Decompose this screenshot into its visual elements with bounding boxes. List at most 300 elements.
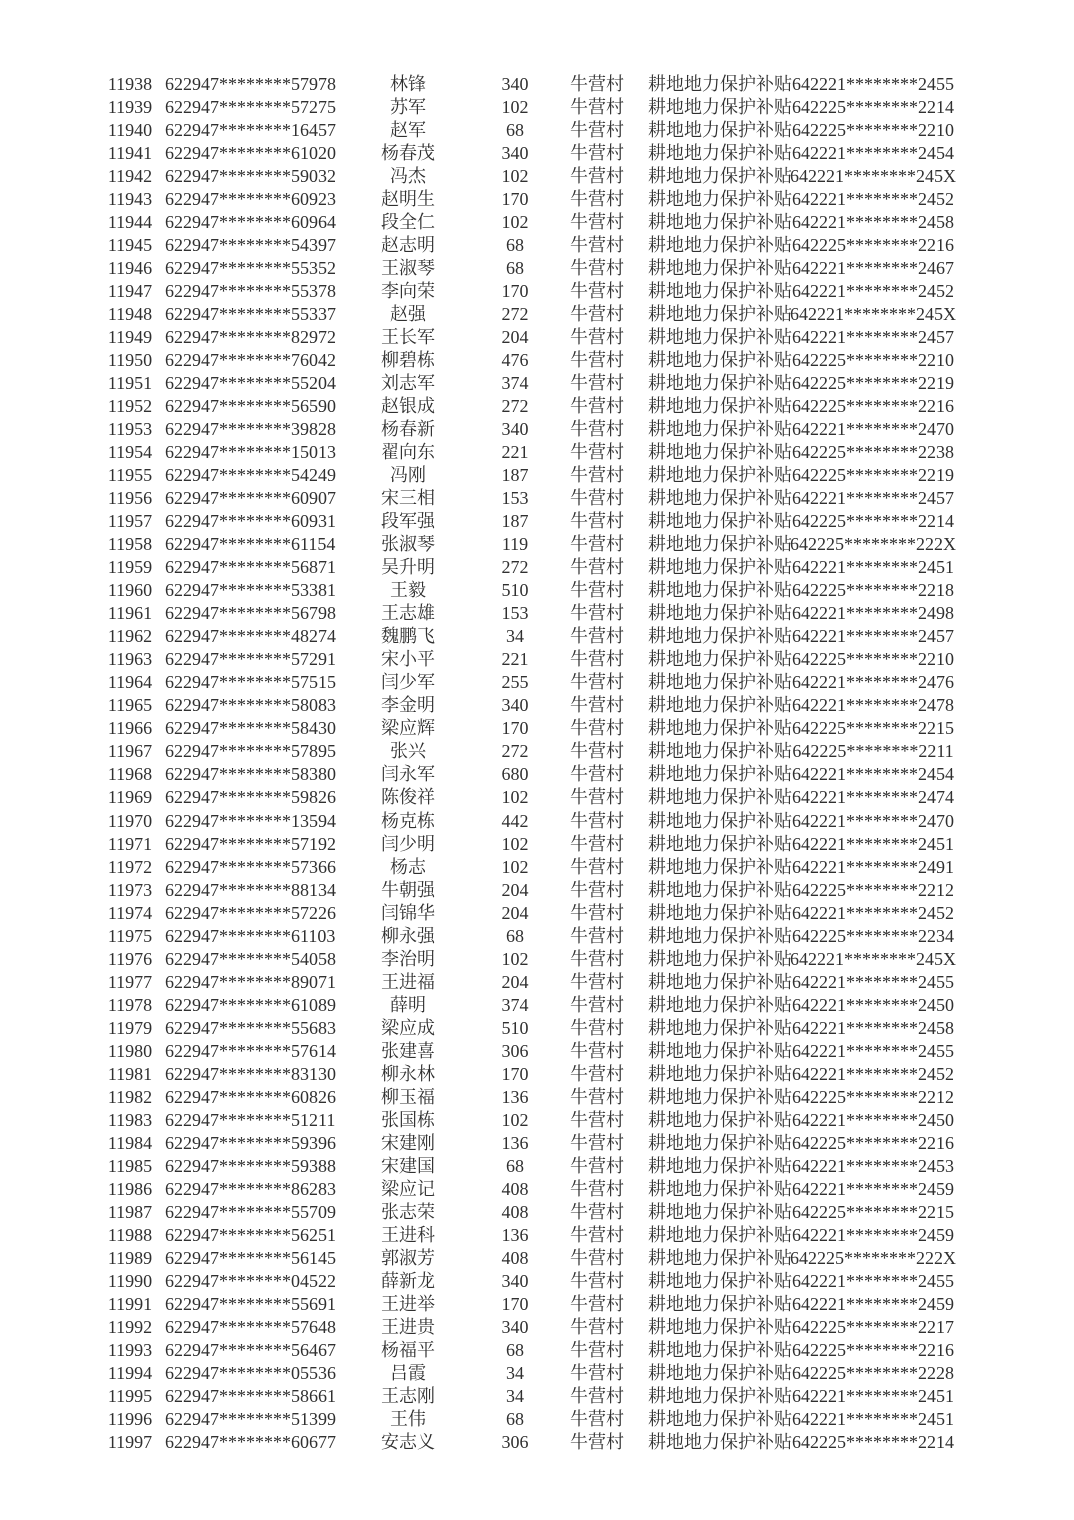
cell-account-masked: 642221********2450: [792, 1109, 954, 1130]
cell-serial: 11965: [107, 695, 153, 716]
cell-amount: 34: [506, 1385, 524, 1406]
cell-account-masked: 642221********245X: [790, 948, 956, 969]
cell-subsidy-program: 耕地地力保护补贴: [648, 373, 792, 394]
cell-amount: 340: [501, 1270, 529, 1291]
cell-subsidy-program: 耕地地力保护补贴: [648, 1247, 792, 1268]
cell-account-masked: 642221********2454: [792, 764, 954, 785]
cell-person-name: 王进科: [381, 1224, 435, 1245]
cell-account-masked: 642225********2210: [792, 649, 954, 670]
cell-serial: 11974: [107, 902, 153, 923]
cell-serial: 11939: [107, 97, 153, 118]
cell-village: 牛营村: [570, 1132, 624, 1153]
cell-account-masked: 642225********222X: [790, 1247, 956, 1268]
cell-village: 牛营村: [570, 718, 624, 739]
cell-serial: 11947: [107, 281, 153, 302]
table-row: [95, 648, 973, 671]
cell-village: 牛营村: [570, 1155, 624, 1176]
cell-id-masked: 622947********57275: [165, 97, 336, 118]
cell-village: 牛营村: [570, 1040, 624, 1061]
cell-id-masked: 622947********86283: [165, 1178, 336, 1199]
table-row: [95, 464, 973, 487]
cell-account-masked: 642225********2216: [792, 235, 954, 256]
cell-id-masked: 622947********60931: [165, 511, 336, 532]
cell-id-masked: 622947********88134: [165, 879, 336, 900]
cell-subsidy-program: 耕地地力保护补贴: [648, 1339, 792, 1360]
subsidy-table: [95, 73, 973, 1454]
cell-amount: 204: [501, 971, 529, 992]
cell-id-masked: 622947********53381: [165, 580, 336, 601]
cell-account-masked: 642221********245X: [790, 304, 956, 325]
table-row: [95, 1408, 973, 1431]
cell-subsidy-program: 耕地地力保护补贴: [648, 465, 792, 486]
cell-person-name: 王伟: [390, 1408, 426, 1429]
cell-village: 牛营村: [570, 1247, 624, 1268]
cell-serial: 11969: [107, 787, 153, 808]
cell-serial: 11964: [107, 672, 153, 693]
table-row: [95, 188, 973, 211]
cell-amount: 340: [501, 74, 529, 94]
cell-account-masked: 642221********2451: [792, 1385, 954, 1406]
cell-serial: 11942: [107, 166, 153, 187]
cell-serial: 11992: [107, 1316, 153, 1337]
cell-person-name: 王进举: [381, 1293, 435, 1314]
cell-account-masked: 642221********2451: [792, 833, 954, 854]
cell-account-masked: 642221********2457: [792, 626, 954, 647]
cell-amount: 374: [501, 994, 529, 1015]
cell-village: 牛营村: [570, 948, 624, 969]
cell-person-name: 柳玉福: [381, 1086, 435, 1107]
cell-person-name: 王志刚: [381, 1385, 435, 1406]
cell-subsidy-program: 耕地地力保护补贴: [648, 1086, 792, 1107]
cell-person-name: 赵明生: [381, 189, 435, 210]
cell-account-masked: 642225********2215: [792, 718, 954, 739]
table-row: [95, 763, 973, 786]
cell-subsidy-program: 耕地地力保护补贴: [648, 1316, 792, 1337]
table-row: [95, 1385, 973, 1408]
cell-id-masked: 622947********59032: [165, 166, 336, 187]
table-row: [95, 73, 973, 96]
cell-amount: 221: [501, 649, 529, 670]
cell-account-masked: 642221********245X: [790, 166, 956, 187]
cell-serial: 11941: [107, 143, 153, 164]
cell-person-name: 闫永军: [381, 764, 435, 785]
cell-serial: 11985: [107, 1155, 153, 1176]
cell-id-masked: 622947********55337: [165, 304, 336, 325]
cell-id-masked: 622947********59396: [165, 1132, 336, 1153]
cell-subsidy-program: 耕地地力保护补贴: [648, 626, 792, 647]
cell-account-masked: 642225********2210: [792, 120, 954, 141]
cell-subsidy-program: 耕地地力保护补贴: [648, 1109, 792, 1130]
cell-amount: 170: [501, 189, 529, 210]
cell-serial: 11973: [107, 879, 153, 900]
table-row: [95, 1339, 973, 1362]
table-row: [95, 441, 973, 464]
cell-amount: 272: [501, 396, 529, 417]
cell-amount: 170: [501, 1063, 529, 1084]
cell-id-masked: 622947********61103: [165, 925, 336, 946]
cell-village: 牛营村: [570, 1109, 624, 1130]
cell-amount: 136: [501, 1132, 529, 1153]
cell-village: 牛营村: [570, 672, 624, 693]
cell-person-name: 宋建刚: [381, 1132, 435, 1153]
cell-id-masked: 622947********57895: [165, 741, 336, 762]
table-row: [95, 326, 973, 349]
cell-account-masked: 642221********2455: [792, 1040, 954, 1061]
cell-amount: 680: [501, 764, 529, 785]
cell-person-name: 张国栋: [381, 1109, 435, 1130]
cell-id-masked: 622947********57614: [165, 1040, 336, 1061]
cell-serial: 11950: [107, 350, 153, 371]
cell-account-masked: 642221********2457: [792, 488, 954, 509]
cell-subsidy-program: 耕地地力保护补贴: [648, 350, 792, 371]
cell-subsidy-program: 耕地地力保护补贴: [648, 511, 792, 532]
cell-person-name: 赵志明: [381, 235, 435, 256]
cell-amount: 68: [506, 235, 524, 256]
cell-person-name: 张淑琴: [381, 534, 435, 555]
table-row: [95, 1362, 973, 1385]
cell-person-name: 杨春新: [381, 419, 435, 440]
table-row: [95, 280, 973, 303]
cell-subsidy-program: 耕地地力保护补贴: [648, 212, 792, 233]
cell-id-masked: 622947********58083: [165, 695, 336, 716]
table-row: [95, 948, 973, 971]
cell-amount: 510: [501, 1017, 529, 1038]
cell-village: 牛营村: [570, 1293, 624, 1314]
cell-account-masked: 642221********2478: [792, 695, 954, 716]
cell-id-masked: 622947********57366: [165, 856, 336, 877]
cell-amount: 340: [501, 695, 529, 716]
cell-amount: 170: [501, 281, 529, 302]
cell-subsidy-program: 耕地地力保护补贴: [648, 258, 792, 279]
cell-id-masked: 622947********54397: [165, 235, 336, 256]
cell-id-masked: 622947********61020: [165, 143, 336, 164]
cell-village: 牛营村: [570, 189, 624, 210]
cell-id-masked: 622947********56251: [165, 1224, 336, 1245]
cell-id-masked: 622947********55683: [165, 1017, 336, 1038]
cell-subsidy-program: 耕地地力保护补贴: [648, 442, 792, 463]
cell-person-name: 柳永林: [381, 1063, 435, 1084]
cell-subsidy-program: 耕地地力保护补贴: [648, 764, 792, 785]
cell-subsidy-program: 耕地地力保护补贴: [648, 1040, 792, 1061]
cell-person-name: 魏鹏飞: [381, 626, 435, 647]
cell-subsidy-program: 耕地地力保护补贴: [648, 534, 792, 555]
cell-account-masked: 642225********2216: [792, 1339, 954, 1360]
cell-serial: 11982: [107, 1086, 153, 1107]
table-row: [95, 395, 973, 418]
table-row: [95, 1155, 973, 1178]
cell-village: 牛营村: [570, 1316, 624, 1337]
table-row: [95, 165, 973, 188]
table-row: [95, 234, 973, 257]
cell-village: 牛营村: [570, 994, 624, 1015]
cell-subsidy-program: 耕地地力保护补贴: [648, 327, 792, 348]
table-row: [95, 856, 973, 879]
cell-account-masked: 642221********2458: [792, 212, 954, 233]
cell-amount: 153: [501, 603, 529, 624]
cell-amount: 442: [501, 810, 529, 831]
cell-person-name: 李向荣: [381, 281, 435, 302]
cell-person-name: 王长军: [381, 327, 435, 348]
cell-serial: 11967: [107, 741, 153, 762]
cell-serial: 11968: [107, 764, 153, 785]
table-row: [95, 1063, 973, 1086]
cell-account-masked: 642221********2452: [792, 902, 954, 923]
cell-serial: 11966: [107, 718, 153, 739]
cell-subsidy-program: 耕地地力保护补贴: [648, 1270, 792, 1291]
table-row: [95, 1178, 973, 1201]
cell-village: 牛营村: [570, 465, 624, 486]
cell-subsidy-program: 耕地地力保护补贴: [648, 833, 792, 854]
cell-subsidy-program: 耕地地力保护补贴: [648, 396, 792, 417]
cell-amount: 34: [506, 1362, 524, 1383]
cell-account-masked: 642225********2214: [792, 97, 954, 118]
cell-amount: 272: [501, 557, 529, 578]
cell-village: 牛营村: [570, 166, 624, 187]
table-row: [95, 510, 973, 533]
cell-subsidy-program: 耕地地力保护补贴: [648, 787, 792, 808]
cell-id-masked: 622947********60923: [165, 189, 336, 210]
cell-amount: 510: [501, 580, 529, 601]
cell-subsidy-program: 耕地地力保护补贴: [648, 1385, 792, 1406]
cell-amount: 102: [501, 948, 529, 969]
cell-serial: 11953: [107, 419, 153, 440]
cell-village: 牛营村: [570, 626, 624, 647]
table-row: [95, 1316, 973, 1339]
cell-person-name: 段全仁: [381, 212, 435, 233]
cell-serial: 11970: [107, 810, 153, 831]
cell-subsidy-program: 耕地地力保护补贴: [648, 1201, 792, 1222]
table-row: [95, 211, 973, 234]
table-row: [95, 994, 973, 1017]
cell-village: 牛营村: [570, 143, 624, 164]
cell-village: 牛营村: [570, 1017, 624, 1038]
cell-serial: 11990: [107, 1270, 153, 1291]
cell-village: 牛营村: [570, 741, 624, 762]
cell-id-masked: 622947********57978: [165, 74, 336, 94]
cell-amount: 221: [501, 442, 529, 463]
cell-serial: 11944: [107, 212, 153, 233]
cell-subsidy-program: 耕地地力保护补贴: [648, 1155, 792, 1176]
cell-village: 牛营村: [570, 1178, 624, 1199]
cell-amount: 408: [501, 1201, 529, 1222]
table-row: [95, 96, 973, 119]
cell-person-name: 张志荣: [381, 1201, 435, 1222]
cell-person-name: 安志义: [381, 1431, 435, 1452]
cell-serial: 11984: [107, 1132, 153, 1153]
cell-person-name: 柳永强: [381, 925, 435, 946]
cell-person-name: 王进福: [381, 971, 435, 992]
cell-village: 牛营村: [570, 1408, 624, 1429]
cell-subsidy-program: 耕地地力保护补贴: [648, 1224, 792, 1245]
cell-village: 牛营村: [570, 281, 624, 302]
cell-serial: 11997: [107, 1431, 153, 1452]
cell-serial: 11988: [107, 1224, 153, 1245]
cell-id-masked: 622947********58430: [165, 718, 336, 739]
cell-account-masked: 642221********2453: [792, 1155, 954, 1176]
cell-serial: 11938: [107, 74, 153, 94]
cell-village: 牛营村: [570, 902, 624, 923]
cell-subsidy-program: 耕地地力保护补贴: [648, 1178, 792, 1199]
cell-village: 牛营村: [570, 925, 624, 946]
cell-person-name: 吴升明: [381, 557, 435, 578]
cell-account-masked: 642225********2218: [792, 580, 954, 601]
cell-id-masked: 622947********60964: [165, 212, 336, 233]
cell-person-name: 闫少明: [381, 833, 435, 854]
cell-serial: 11995: [107, 1385, 153, 1406]
cell-subsidy-program: 耕地地力保护补贴: [648, 1017, 792, 1038]
cell-subsidy-program: 耕地地力保护补贴: [648, 925, 792, 946]
cell-person-name: 王淑琴: [381, 258, 435, 279]
cell-subsidy-program: 耕地地力保护补贴: [648, 1293, 792, 1314]
cell-account-masked: 642221********2470: [792, 419, 954, 440]
cell-account-masked: 642221********2452: [792, 189, 954, 210]
cell-amount: 306: [501, 1431, 529, 1452]
cell-village: 牛营村: [570, 74, 624, 94]
cell-id-masked: 622947********15013: [165, 442, 336, 463]
cell-village: 牛营村: [570, 879, 624, 900]
cell-person-name: 杨克栋: [381, 810, 435, 831]
cell-amount: 119: [501, 534, 529, 555]
table-row: [95, 902, 973, 925]
cell-id-masked: 622947********48274: [165, 626, 336, 647]
cell-id-masked: 622947********55709: [165, 1201, 336, 1222]
cell-village: 牛营村: [570, 235, 624, 256]
table-row: [95, 740, 973, 763]
table-row: [95, 1293, 973, 1316]
cell-id-masked: 622947********59388: [165, 1155, 336, 1176]
table-row: [95, 1132, 973, 1155]
cell-account-masked: 642225********2238: [792, 442, 954, 463]
cell-person-name: 柳碧栋: [381, 350, 435, 371]
cell-amount: 102: [501, 1109, 529, 1130]
cell-serial: 11978: [107, 994, 153, 1015]
cell-id-masked: 622947********57291: [165, 649, 336, 670]
cell-subsidy-program: 耕地地力保护补贴: [648, 603, 792, 624]
cell-serial: 11948: [107, 304, 153, 325]
cell-id-masked: 622947********04522: [165, 1270, 336, 1291]
cell-person-name: 赵强: [390, 304, 426, 325]
cell-serial: 11946: [107, 258, 153, 279]
table-row: [95, 579, 973, 602]
cell-serial: 11971: [107, 833, 153, 854]
cell-village: 牛营村: [570, 649, 624, 670]
cell-subsidy-program: 耕地地力保护补贴: [648, 902, 792, 923]
cell-subsidy-program: 耕地地力保护补贴: [648, 74, 792, 94]
cell-amount: 102: [501, 97, 529, 118]
cell-serial: 11981: [107, 1063, 153, 1084]
cell-amount: 102: [501, 166, 529, 187]
cell-person-name: 闫锦华: [381, 902, 435, 923]
cell-subsidy-program: 耕地地力保护补贴: [648, 488, 792, 509]
cell-person-name: 梁应记: [381, 1178, 435, 1199]
cell-village: 牛营村: [570, 488, 624, 509]
table-row: [95, 1109, 973, 1132]
cell-account-masked: 642221********2451: [792, 557, 954, 578]
cell-account-masked: 642221********2450: [792, 994, 954, 1015]
cell-person-name: 宋建国: [381, 1155, 435, 1176]
cell-amount: 34: [506, 626, 524, 647]
cell-village: 牛营村: [570, 442, 624, 463]
table-row: [95, 1017, 973, 1040]
table-row: [95, 1270, 973, 1293]
cell-account-masked: 642221********2470: [792, 810, 954, 831]
cell-amount: 68: [506, 120, 524, 141]
table-row: [95, 671, 973, 694]
table-row: [95, 694, 973, 717]
cell-id-masked: 622947********58380: [165, 764, 336, 785]
cell-village: 牛营村: [570, 971, 624, 992]
cell-person-name: 李金明: [381, 695, 435, 716]
cell-amount: 102: [501, 833, 529, 854]
table-row: [95, 142, 973, 165]
cell-village: 牛营村: [570, 1362, 624, 1383]
cell-village: 牛营村: [570, 1063, 624, 1084]
cell-serial: 11996: [107, 1408, 153, 1429]
cell-account-masked: 642221********2459: [792, 1293, 954, 1314]
cell-serial: 11994: [107, 1362, 153, 1383]
cell-amount: 306: [501, 1040, 529, 1061]
cell-village: 牛营村: [570, 1339, 624, 1360]
cell-account-masked: 642225********222X: [790, 534, 956, 555]
cell-person-name: 杨志: [390, 856, 426, 877]
cell-subsidy-program: 耕地地力保护补贴: [648, 948, 792, 969]
table-row: [95, 349, 973, 372]
cell-amount: 255: [501, 672, 529, 693]
cell-amount: 476: [501, 350, 529, 371]
cell-village: 牛营村: [570, 373, 624, 394]
cell-id-masked: 622947********76042: [165, 350, 336, 371]
cell-account-masked: 642221********2476: [792, 672, 954, 693]
cell-amount: 204: [501, 327, 529, 348]
cell-account-masked: 642221********2455: [792, 971, 954, 992]
cell-subsidy-program: 耕地地力保护补贴: [648, 235, 792, 256]
table-row: [95, 372, 973, 395]
table-row: [95, 1086, 973, 1109]
cell-subsidy-program: 耕地地力保护补贴: [648, 1408, 792, 1429]
cell-id-masked: 622947********82972: [165, 327, 336, 348]
cell-person-name: 吕霞: [390, 1362, 426, 1383]
cell-amount: 170: [501, 718, 529, 739]
cell-id-masked: 622947********56467: [165, 1339, 336, 1360]
cell-id-masked: 622947********56871: [165, 557, 336, 578]
table-row: [95, 1431, 973, 1454]
cell-account-masked: 642225********2214: [792, 511, 954, 532]
cell-id-masked: 622947********60826: [165, 1086, 336, 1107]
cell-amount: 68: [506, 258, 524, 279]
table-row: [95, 1247, 973, 1270]
table-row: [95, 1201, 973, 1224]
cell-account-masked: 642221********2458: [792, 1017, 954, 1038]
cell-account-masked: 642221********2459: [792, 1178, 954, 1199]
cell-id-masked: 622947********57648: [165, 1316, 336, 1337]
cell-village: 牛营村: [570, 856, 624, 877]
cell-person-name: 冯刚: [390, 465, 426, 486]
cell-person-name: 郭淑芳: [381, 1247, 435, 1268]
table-row: [95, 925, 973, 948]
cell-serial: 11958: [107, 534, 153, 555]
cell-village: 牛营村: [570, 511, 624, 532]
cell-amount: 408: [501, 1247, 529, 1268]
cell-person-name: 林锋: [390, 74, 426, 94]
cell-person-name: 牛朝强: [381, 879, 435, 900]
cell-person-name: 赵军: [390, 120, 426, 141]
cell-person-name: 梁应辉: [381, 718, 435, 739]
cell-subsidy-program: 耕地地力保护补贴: [648, 557, 792, 578]
cell-account-masked: 642221********2457: [792, 327, 954, 348]
cell-id-masked: 622947********57515: [165, 672, 336, 693]
cell-id-masked: 622947********58661: [165, 1385, 336, 1406]
cell-subsidy-program: 耕地地力保护补贴: [648, 718, 792, 739]
